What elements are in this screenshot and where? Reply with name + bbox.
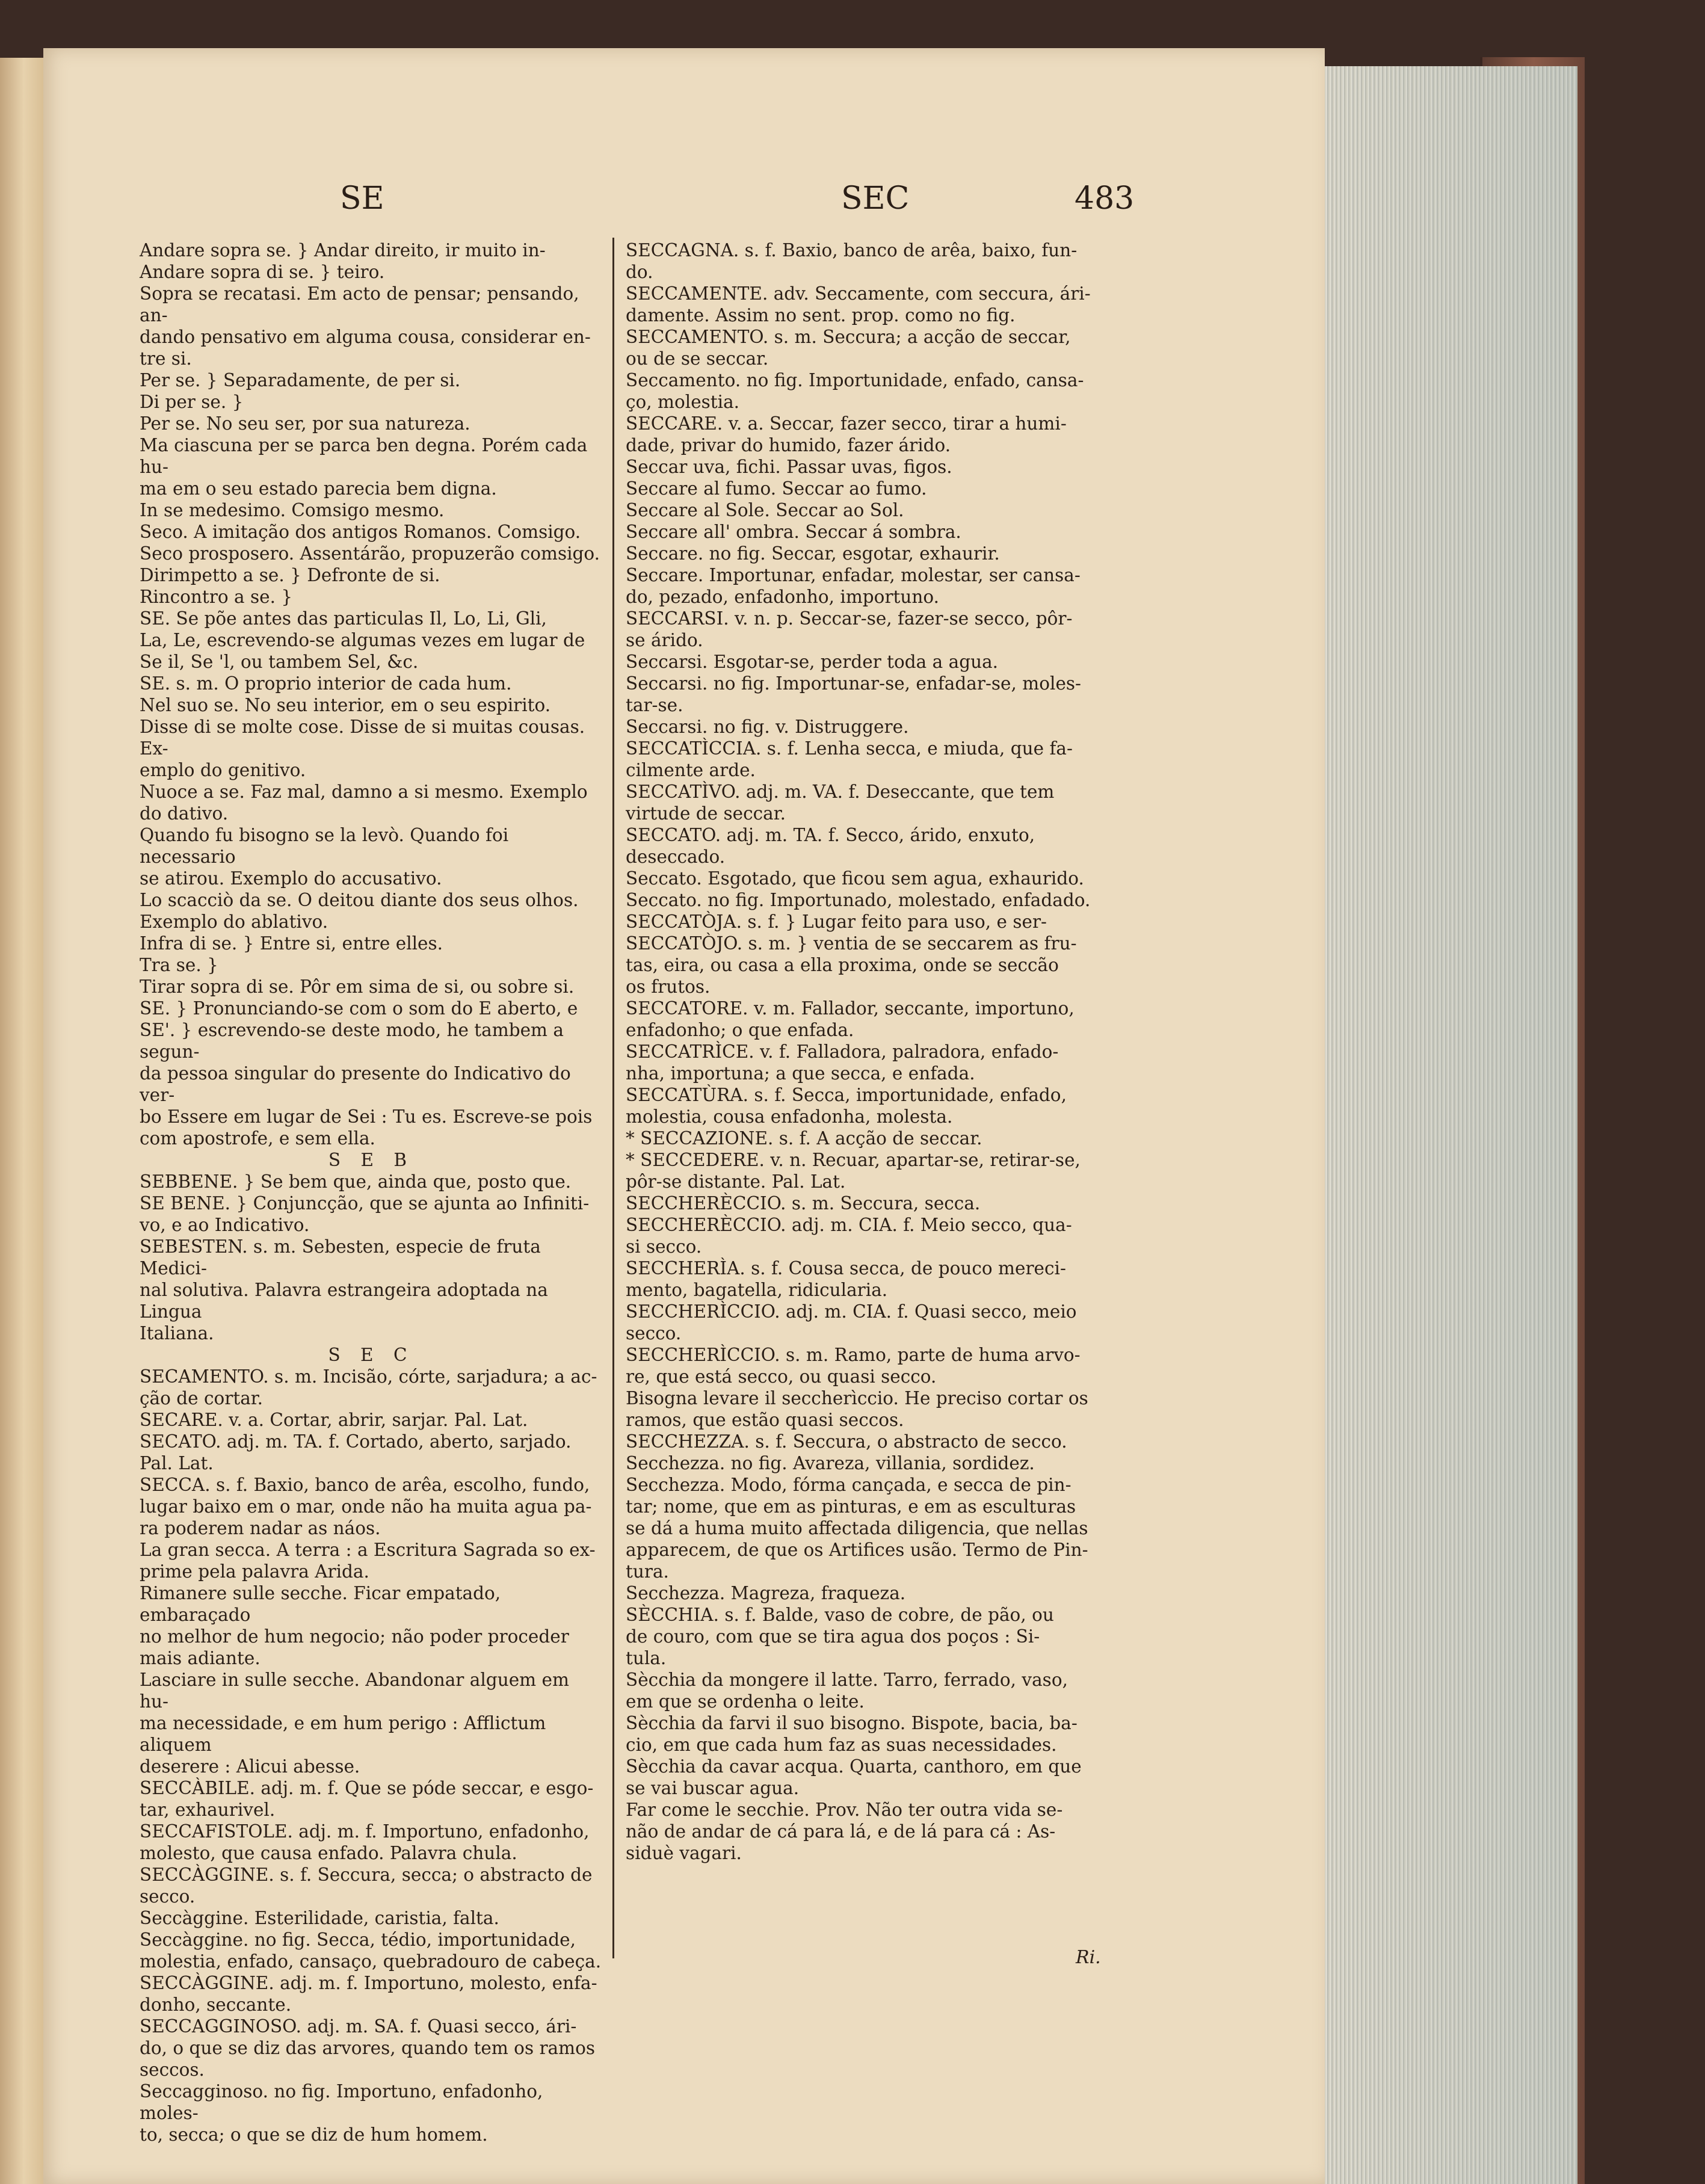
text-line: SECCATRÌCE. v. f. Falladora, palradora, enfado-: [626, 1041, 1059, 1062]
text-line: nal solutiva. Palavra estrangeira adoptada na Lingua: [140, 1280, 548, 1322]
text-line: Sècchia da mongere il latte. Tarro, ferrado, vaso,: [626, 1670, 1068, 1690]
text-line: Tirar sopra di se. Pôr em sima de si, ou sobre si.: [140, 976, 575, 997]
text-line: Rimanere sulle secche. Ficar empatado, embaraçado: [140, 1583, 501, 1625]
text-line: SECCARSI. v. n. p. Seccar-se, fazer-se secco, pôr-: [626, 608, 1073, 629]
text-line: Italiana.: [140, 1323, 214, 1343]
text-line: Se il, Se 'l, ou tambem Sel, &c.: [140, 652, 419, 672]
text-line: Seccar uva, fichi. Passar uvas, figos.: [626, 457, 952, 477]
text-line: SECCATÒJO. s. m. } ventia de se seccarem as fru-: [626, 933, 1077, 954]
text-line: Bisogna levare il seccherìccio. He preciso cortar os: [626, 1388, 1088, 1408]
text-line: tura.: [626, 1561, 669, 1582]
running-head-left: SE: [340, 180, 384, 217]
page-number: 483: [1074, 180, 1135, 217]
text-line: molestia, enfado, cansaço, quebradouro de cabeça.: [140, 1951, 602, 1972]
text-line: Seccarsi. no fig. Importunar-se, enfadar-se, moles-: [626, 673, 1082, 694]
text-line: SECCATO. adj. m. TA. f. Secco, árido, enxuto,: [626, 825, 1035, 845]
text-line: da pessoa singular do presente do Indicativo do ver-: [140, 1063, 571, 1105]
text-line: SECCA. s. f. Baxio, banco de arêa, escolho, fundo,: [140, 1475, 590, 1495]
text-line: Tra se. }: [140, 955, 218, 975]
text-line: Di per se. }: [140, 392, 244, 412]
text-line: SECCATÌVO. adj. m. VA. f. Deseccante, que tem: [626, 782, 1055, 802]
text-line: não de andar de cá para lá, e de lá para cá : As-: [626, 1821, 1056, 1842]
text-line: Sopra se recatasi. Em acto de pensar; pensando, an-: [140, 283, 579, 325]
text-line: Infra di se. } Entre si, entre elles.: [140, 933, 443, 954]
text-line: cio, em que cada hum faz as suas necessidades.: [626, 1735, 1057, 1755]
text-line: Per se. No seu ser, por sua natureza.: [140, 413, 470, 434]
text-line: ou de se seccar.: [626, 348, 769, 369]
text-line: se dá a huma muito affectada diligencia, que nellas: [626, 1518, 1088, 1538]
text-line: com apostrofe, e sem ella.: [140, 1128, 375, 1149]
text-line: Seco. A imitação dos antigos Romanos. Comsigo.: [140, 522, 581, 542]
text-line: Secchezza. Modo, fórma cançada, e secca de pin-: [626, 1475, 1071, 1495]
text-line: se vai buscar agua.: [626, 1778, 800, 1798]
text-line: apparecem, de que os Artifices usão. Termo de Pin-: [626, 1540, 1088, 1560]
text-line: Exemplo do ablativo.: [140, 912, 328, 932]
text-line: La gran secca. A terra : a Escritura Sagrada so ex-: [140, 1540, 596, 1560]
text-line: Sècchia da cavar acqua. Quarta, canthoro, em que: [626, 1756, 1082, 1777]
text-line: SECCHEZZA. s. f. Seccura, o abstracto de secco.: [626, 1431, 1067, 1452]
text-line: SE. } Pronunciando-se com o som do E aberto, e: [140, 998, 578, 1019]
text-line: de couro, com que se tira agua dos poços : Si-: [626, 1626, 1040, 1647]
text-line: SECCAMENTO. s. m. Seccura; a acção de seccar,: [626, 327, 1071, 347]
text-line: se atirou. Exemplo do accusativo.: [140, 868, 442, 889]
text-line: siduè vagari.: [626, 1843, 742, 1863]
right-column: [626, 239, 1131, 1864]
text-line: SEBBENE. } Se bem que, ainda que, posto que.: [140, 1171, 572, 1192]
text-line: ção de cortar.: [140, 1388, 264, 1408]
text-line: Seccàggine. Esterilidade, caristia, falta.: [140, 1908, 499, 1928]
text-line: SECCAMENTE. adv. Seccamente, com seccura, ári-: [626, 283, 1091, 304]
text-line: Sècchia da farvi il suo bisogno. Bispote, bacia, ba-: [626, 1713, 1078, 1733]
text-line: Secchezza. Magreza, fraqueza.: [626, 1583, 906, 1603]
text-line: do dativo.: [140, 803, 229, 824]
text-line: Far come le secchie. Prov. Não ter outra vida se-: [626, 1800, 1063, 1820]
text-line: Seccare. no fig. Seccar, esgotar, exhaurir.: [626, 543, 1000, 564]
text-line: SE BENE. } Conjuncção, que se ajunta ao Infiniti-: [140, 1193, 590, 1214]
text-line: to, secca; o que se diz de hum homem.: [140, 2124, 488, 2145]
text-line: SECCAGGINOSO. adj. m. SA. f. Quasi secco, ári-: [140, 2016, 577, 2037]
text-line: Seco prosposero. Assentárão, propuzerão comsigo.: [140, 543, 600, 564]
text-line: SECCATORE. v. m. Fallador, seccante, importuno,: [626, 998, 1074, 1019]
left-column: [140, 239, 603, 2145]
text-line: Seccarsi. Esgotar-se, perder toda a agua.: [626, 652, 999, 672]
text-line: SECCÀGGINE. adj. m. f. Importuno, molesto, enfa-: [140, 1973, 597, 1993]
text-line: do, o que se diz das arvores, quando tem os ramos: [140, 2038, 596, 2058]
text-line: prime pela palavra Arida.: [140, 1561, 369, 1582]
text-line: S E C: [328, 1345, 415, 1365]
text-line: Nel suo se. No seu interior, em o seu espirito.: [140, 695, 551, 715]
text-line: tas, eira, ou casa a ella proxima, onde se seccão: [626, 955, 1059, 975]
text-line: Seccarsi. no fig. v. Distruggere.: [626, 717, 909, 737]
text-line: Seccare al Sole. Seccar ao Sol.: [626, 500, 904, 520]
text-line: bo Essere em lugar de Sei : Tu es. Escreve-se pois: [140, 1106, 593, 1127]
text-line: Seccagginoso. no fig. Importuno, enfadonho, moles-: [140, 2081, 543, 2123]
text-line: vo, e ao Indicativo.: [140, 1215, 310, 1235]
text-line: secco.: [140, 1886, 196, 1907]
text-line: Seccato. Esgotado, que ficou sem agua, exhaurido.: [626, 868, 1084, 889]
text-line: Seccare al fumo. Seccar ao fumo.: [626, 478, 927, 499]
text-line: molesto, que causa enfado. Palavra chula.: [140, 1843, 517, 1863]
text-line: SECCHERÌCCIO. s. m. Ramo, parte de huma arvo-: [626, 1345, 1081, 1365]
running-head-center: SEC: [841, 180, 910, 217]
text-line: SEBESTEN. s. m. Sebesten, especie de fruta Medici-: [140, 1236, 541, 1279]
text-line: deseccado.: [626, 847, 726, 867]
text-line: SECARE. v. a. Cortar, abrir, sarjar. Pal. Lat.: [140, 1410, 528, 1430]
text-line: no melhor de hum negocio; não poder proceder: [140, 1626, 569, 1647]
text-line: Disse di se molte cose. Disse de si muitas cousas. Ex-: [140, 717, 585, 759]
text-line: se árido.: [626, 630, 703, 650]
left-page-edge: [0, 58, 43, 2184]
text-line: ra poderem nadar as náos.: [140, 1518, 381, 1538]
text-line: dade, privar do humido, fazer árido.: [626, 435, 951, 455]
text-line: ramos, que estão quasi seccos.: [626, 1410, 904, 1430]
text-line: tar, exhaurivel.: [140, 1800, 276, 1820]
text-line: tar-se.: [626, 695, 683, 715]
text-line: SECCÀBILE. adj. m. f. Que se póde seccar, e esgo-: [140, 1778, 594, 1798]
text-line: ma necessidade, e em hum perigo : Afflictum aliquem: [140, 1713, 546, 1755]
text-line: Seccamento. no fig. Importunidade, enfado, cansa-: [626, 370, 1084, 390]
text-line: Secchezza. no fig. Avareza, villania, sordidez.: [626, 1453, 1035, 1473]
text-line: do, pezado, enfadonho, importuno.: [626, 587, 940, 607]
text-line: ma em o seu estado parecia bem digna.: [140, 478, 497, 499]
text-line: os frutos.: [626, 976, 711, 997]
text-line: molestia, cousa enfadonha, molesta.: [626, 1106, 953, 1127]
text-line: mais adiante.: [140, 1648, 261, 1668]
text-line: re, que está secco, ou quasi secco.: [626, 1366, 937, 1387]
text-line: SE'. } escrevendo-se deste modo, he tambem a segun-: [140, 1020, 564, 1062]
text-line: Quando fu bisogno se la levò. Quando foi necessario: [140, 825, 509, 867]
column-rule: [612, 238, 614, 1958]
text-line: Per se. } Separadamente, de per si.: [140, 370, 461, 390]
text-line: Lasciare in sulle secche. Abandonar alguem em hu-: [140, 1670, 569, 1712]
text-line: SE. Se põe antes das particulas Il, Lo, Li, Gli,: [140, 608, 547, 629]
text-line: SECAMENTO. s. m. Incisão, córte, sarjadura; a ac-: [140, 1366, 597, 1387]
text-line: Pal. Lat.: [140, 1453, 214, 1473]
text-line: virtude de seccar.: [626, 803, 786, 824]
text-line: Lo scacciò da se. O deitou diante dos seus olhos.: [140, 890, 579, 910]
text-line: Seccàggine. no fig. Secca, tédio, importunidade,: [140, 1930, 576, 1950]
text-line: * SECCAZIONE. s. f. A acção de seccar.: [626, 1128, 982, 1149]
text-line: SECCAFISTOLE. adj. m. f. Importuno, enfadonho,: [140, 1821, 590, 1842]
text-line: Seccare. Importunar, enfadar, molestar, ser cansa-: [626, 565, 1081, 585]
text-line: pôr-se distante. Pal. Lat.: [626, 1171, 846, 1192]
text-line: deserere : Alicui abesse.: [140, 1756, 360, 1777]
text-line: SECCAGNA. s. f. Baxio, banco de arêa, baixo, fun-: [626, 240, 1078, 261]
catchword: Ri.: [1076, 1947, 1101, 1968]
text-line: Andare sopra di se. } teiro.: [140, 262, 385, 282]
text-line: Ma ciascuna per se parca ben degna. Porém cada hu-: [140, 435, 588, 477]
text-line: donho, seccante.: [140, 1994, 292, 2015]
text-line: lugar baixo em o mar, onde não ha muita agua pa-: [140, 1496, 592, 1517]
text-line: SECCARE. v. a. Seccar, fazer secco, tirar a humi-: [626, 413, 1067, 434]
text-line: dando pensativo em alguma cousa, considerar en-: [140, 327, 591, 347]
text-line: SECCHERÌA. s. f. Cousa secca, de pouco mereci-: [626, 1258, 1066, 1279]
text-line: SECCATÒJA. s. f. } Lugar feito para uso, e ser-: [626, 912, 1047, 932]
text-line: Dirimpetto a se. } Defronte de si.: [140, 565, 440, 585]
text-line: SECCÀGGINE. s. f. Seccura, secca; o abstracto de: [140, 1865, 593, 1885]
text-line: S E B: [328, 1150, 415, 1170]
text-line: nha, importuna; a que secca, e enfada.: [626, 1063, 975, 1084]
text-line: SE. s. m. O proprio interior de cada hum.: [140, 673, 512, 694]
text-line: tar; nome, que em as pinturas, e em as esculturas: [626, 1496, 1076, 1517]
text-line: SÈCCHIA. s. f. Balde, vaso de cobre, de pão, ou: [626, 1605, 1054, 1625]
text-line: seccos.: [140, 2059, 205, 2080]
text-line: Seccato. no fig. Importunado, molestado, enfadado.: [626, 890, 1091, 910]
text-line: SECCHERÈCCIO. s. m. Seccura, secca.: [626, 1193, 981, 1214]
text-line: Nuoce a se. Faz mal, damno a si mesmo. Exemplo: [140, 782, 588, 802]
text-line: SECATO. adj. m. TA. f. Cortado, aberto, sarjado.: [140, 1431, 572, 1452]
text-line: SECCHERÈCCIO. adj. m. CIA. f. Meio secco, qua-: [626, 1215, 1072, 1235]
text-line: SECCATÌCCIA. s. f. Lenha secca, e miuda, que fa-: [626, 738, 1073, 759]
text-line: * SECCEDERE. v. n. Recuar, apartar-se, retirar-se,: [626, 1150, 1081, 1170]
text-line: In se medesimo. Comsigo mesmo.: [140, 500, 445, 520]
text-line: si secco.: [626, 1236, 702, 1257]
text-line: SECCHERÌCCIO. adj. m. CIA. f. Quasi secco, meio: [626, 1301, 1077, 1322]
text-line: SECCATÙRA. s. f. Secca, importunidade, enfado,: [626, 1085, 1067, 1105]
text-line: Andare sopra se. } Andar direito, ir muito in-: [140, 240, 546, 261]
text-line: mento, bagatella, ridicularia.: [626, 1280, 888, 1300]
text-line: ço, molestia.: [626, 392, 740, 412]
text-line: tre si.: [140, 348, 192, 369]
text-line: Rincontro a se. }: [140, 587, 293, 607]
text-line: do.: [626, 262, 653, 282]
text-line: La, Le, escrevendo-se algumas vezes em lugar de: [140, 630, 585, 650]
text-line: cilmente arde.: [626, 760, 756, 780]
text-line: tula.: [626, 1648, 667, 1668]
text-line: damente. Assim no sent. prop. como no fig.: [626, 305, 1016, 325]
text-line: Seccare all' ombra. Seccar á sombra.: [626, 522, 961, 542]
text-line: emplo do genitivo.: [140, 760, 306, 780]
text-line: em que se ordenha o leite.: [626, 1691, 865, 1712]
text-line: enfadonho; o que enfada.: [626, 1020, 854, 1040]
page-fore-edge: [1325, 66, 1577, 2184]
text-line: secco.: [626, 1323, 682, 1343]
